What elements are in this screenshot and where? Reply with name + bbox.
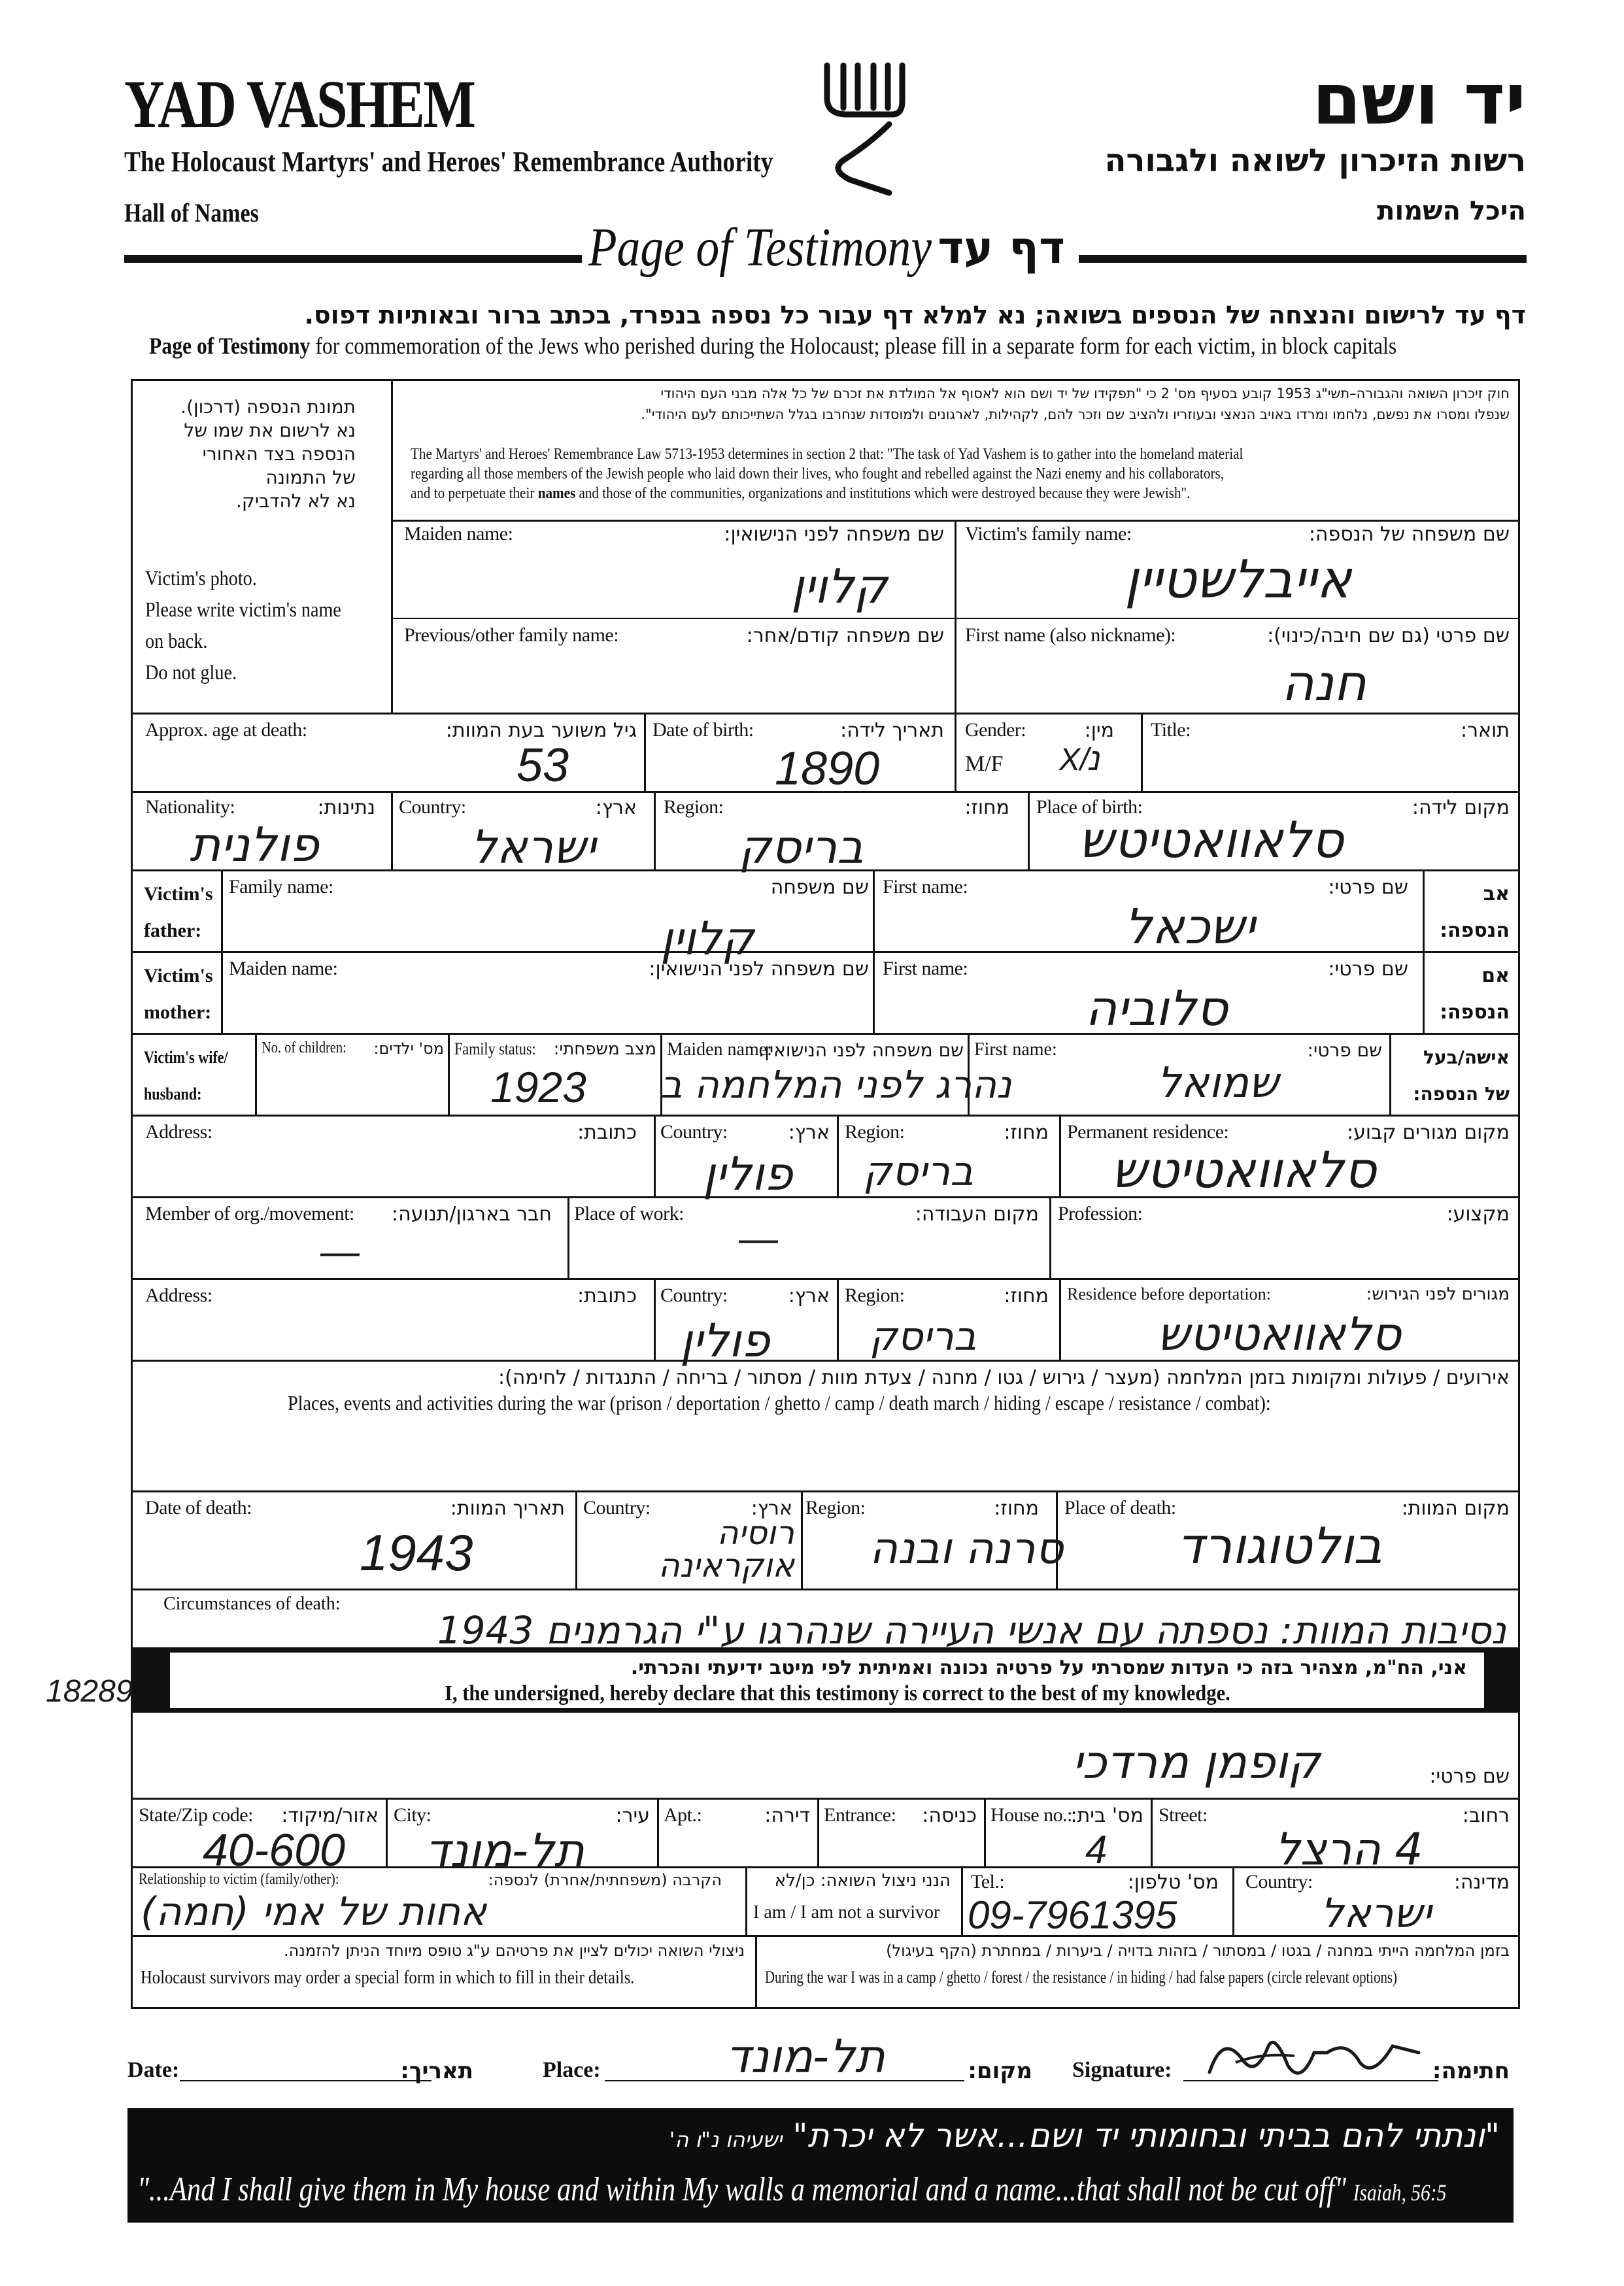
death-region-label-en: Region: (805, 1497, 866, 1519)
mother-fn-label-en: First name: (883, 958, 968, 979)
perm-label-he: מקום מגורים קבוע: (1347, 1121, 1510, 1144)
spouse-label-he: אישה/בעל של הנספה: (1413, 1047, 1510, 1105)
dth-div1 (575, 1490, 577, 1588)
res-region-value[interactable]: בריסק (870, 1314, 977, 1360)
nat-div2 (654, 791, 656, 869)
ent-label-en: Entrance: (824, 1804, 896, 1826)
sub-row3 (131, 1935, 1520, 1937)
law-he-2: שנפלו ומסרו את נפשם, נלחמו ומרדו באויב הנאצי ובעוזריו ולהציב שם וזכר להם, לקהילות, לארגונים ולמוסדות שנחרבו בגלל השתייכותם לעם היהודי". (641, 407, 1510, 422)
prof-label-en: Profession: (1058, 1203, 1143, 1224)
father-fam-label-he: שם משפחה (770, 876, 869, 899)
house-value[interactable]: 4 (1085, 1828, 1108, 1872)
sub-d5 (1151, 1798, 1153, 1866)
res-region-label-he: מחוז: (1004, 1285, 1049, 1307)
rel-label-en: Relationship to victim (family/other): (139, 1871, 339, 1888)
prev-label-en: Previous/other family name: (404, 624, 619, 646)
age-div2 (955, 713, 956, 791)
age-value[interactable]: 53 (516, 739, 569, 792)
footer-he: "ונתתי להם בביתי ובחומותי יד ושם...אשר לא יכרת" ישעיהו נ"ו ה' (669, 2117, 1500, 2155)
declaration-he: אני, הח"מ, מצהיר בזה כי העדות שמסרתי על פרטיה נכונה ואמיתית לפי מיטב ידיעתי והכרתי. (630, 1656, 1467, 1679)
sig-label-en: Signature: (1072, 2058, 1172, 2082)
prof-label-he: מקצוע: (1446, 1203, 1510, 1226)
name-divider (955, 520, 956, 713)
age-div3 (1141, 713, 1143, 791)
father-fn-label-en: First name: (883, 876, 968, 898)
pod-value[interactable]: בולטוגורד (1177, 1517, 1383, 1575)
sub-d3 (817, 1798, 819, 1866)
margin-number: 18289 (46, 1674, 133, 1709)
hall-he: היכל השמות (1377, 196, 1526, 226)
tel-value[interactable]: 09-7961395 (968, 1893, 1177, 1937)
city-label-en: City: (394, 1804, 431, 1826)
city-label-he: עיר: (615, 1804, 650, 1827)
place-value[interactable]: תל-מונד (726, 2030, 885, 2083)
addr-country-value[interactable]: פולין (703, 1147, 793, 1201)
addr-country-label-en: Country: (660, 1121, 728, 1143)
maiden-value[interactable]: קלוין (791, 559, 888, 614)
header-rule-left (124, 255, 582, 263)
apt-label-he: דירה: (764, 1804, 810, 1827)
ctry-label-he: מדינה: (1453, 1871, 1510, 1894)
ad-div2 (837, 1115, 839, 1196)
dod-label-en: Date of death: (145, 1497, 252, 1519)
perm-value[interactable]: סלאוואטיטש (1111, 1141, 1376, 1199)
instructions-he: דף עד לרישום והנצחה של הנספים בשואה; נא למלא דף עבור כל נספה בנפרד, בכתב ברור ובאותיות דפוס. (304, 301, 1526, 329)
row-death-top (131, 1490, 1520, 1492)
title-he: יד ושם (1311, 59, 1526, 141)
zip-label-he: אזור/מיקוד: (281, 1804, 379, 1827)
row-res-top (131, 1278, 1520, 1280)
nat-label-en: Nationality: (145, 796, 235, 818)
tel-label-he: מס' טלפון: (1127, 1871, 1219, 1894)
country-label-en: Country: (399, 796, 466, 818)
spouse-fn-label-he: שם פרטי: (1307, 1039, 1382, 1061)
res-value[interactable]: סלאוואטיטש (1157, 1307, 1401, 1361)
dod-value[interactable]: 1943 (360, 1524, 473, 1581)
prev-label-he: שם משפחה קודם/אחר: (746, 624, 944, 647)
dob-value[interactable]: 1890 (775, 743, 880, 795)
ad-div1 (654, 1115, 656, 1196)
sub-d8 (1232, 1866, 1234, 1935)
zip-value[interactable]: 40-600 (203, 1824, 345, 1875)
row-mother-top (131, 951, 1520, 953)
row-age-top (131, 713, 1520, 714)
events-label-he: אירועים / פעולות ומקומות בזמן המלחמה (מעצר / גירוש / גטו / מחנה / צעדת מוות / מסתור / בריחה / התנגדות / לחימה): (498, 1366, 1510, 1389)
country-label-he: ארץ: (595, 796, 637, 819)
pob-value[interactable]: סלאוואטיטש (1079, 811, 1344, 869)
page-title-en: Page of Testimony (588, 217, 932, 278)
sub-first-value[interactable]: קופמן מרדכי (1072, 1736, 1321, 1789)
photo-en: Victim's photo. Please write victim's name on back. Do not glue. (145, 566, 341, 684)
resbefore-label-en: Residence before deportation: (1067, 1285, 1271, 1303)
work-value[interactable]: — (739, 1217, 778, 1260)
during-en: During the war I was in a camp / ghetto / forest / the resistance / in hiding / had false papers (circle relevant options) (765, 1968, 1397, 1987)
law-en-2: regarding all those members of the Jewish people who laid down their lives, who fought and rebelled against the Nazi enemy and his collaborators, (411, 465, 1224, 482)
maiden-label-en: Maiden name: (404, 523, 513, 545)
death-region-value[interactable]: סרנה ובנה (870, 1523, 1064, 1573)
date-label-en: Date: (127, 2058, 180, 2082)
sub-d6 (745, 1866, 747, 1935)
title-label-en: Title: (1151, 719, 1191, 741)
nat-value[interactable]: פולנית (190, 817, 319, 872)
tel-label-en: Tel.: (971, 1871, 1005, 1892)
family-label-en: Victim's family name: (965, 523, 1132, 545)
place-label-en: Place: (543, 2058, 601, 2082)
ent-label-he: כניסה: (922, 1804, 977, 1827)
place-label-he: מקום: (968, 2058, 1032, 2084)
mem-div1 (567, 1196, 569, 1278)
ctry-label-en: Country: (1245, 1871, 1313, 1892)
region-label-en: Region: (664, 796, 724, 818)
address2-label-he: כתובת: (577, 1285, 637, 1307)
ad-div3 (1059, 1115, 1061, 1196)
authority-en: The Holocaust Martyrs' and Heroes' Remembrance Authority (124, 146, 773, 178)
spouse-maiden-label-en: Maiden name: (667, 1039, 772, 1060)
events-label-en: Places, events and activities during the war (prison / deportation / ghetto / camp / death march / hiding / escape / resistance / combat): (288, 1391, 1271, 1415)
resbefore-label-he: מגורים לפני הגירוש: (1366, 1285, 1510, 1304)
death-country-label-he: ארץ: (751, 1497, 792, 1520)
spouse-note-value[interactable]: נהרג לפני המלחמה ב (660, 1062, 1012, 1107)
frame-left (131, 379, 133, 1798)
title-en: YAD VASHEM (124, 67, 475, 142)
law-en-3: and to perpetuate their names and those of the communities, organizations and institutions which were destroyed because they were Jewish". (411, 485, 1191, 502)
house-label-en: House no.: (990, 1804, 1072, 1826)
region-value[interactable]: בריסק (739, 820, 864, 874)
mother-label-en: Victim's mother: (144, 965, 213, 1023)
dob-label-en: Date of birth: (652, 719, 754, 741)
children-label-en: No. of children: (262, 1039, 347, 1056)
street-label-he: רחוב: (1462, 1804, 1510, 1827)
member-label-en: Member of org./movement: (145, 1203, 354, 1224)
father-fam-label-en: Family name: (229, 876, 333, 898)
yad-vashem-logo (811, 52, 915, 203)
sub-row1 (131, 1798, 1520, 1800)
circ-label-en: Circumstances of death: (163, 1594, 341, 1614)
sub-fn-label-he: שם פרטי: (1429, 1765, 1510, 1788)
res-country-label-en: Country: (660, 1285, 728, 1306)
death-country-value[interactable]: רוסיה אוקראינה (658, 1514, 794, 1585)
sub-right (1518, 1798, 1520, 2007)
region-label-he: מחוז: (964, 796, 1009, 819)
surv-label-en[interactable]: I am / I am not a survivor (753, 1902, 940, 1923)
gender-value[interactable]: X/נ (1059, 743, 1102, 777)
row-address-top (131, 1115, 1520, 1117)
sig-label-he: חתימה: (1432, 2058, 1510, 2084)
street-value[interactable]: 4 הרצל (1275, 1824, 1423, 1875)
res-country-value[interactable]: פולין (680, 1314, 770, 1368)
footer-en: "...And I shall give them in My house and within My walls a memorial and a name...that shall not be cut off" Isaiah, 56:5 (137, 2171, 1447, 2208)
death-country-label-en: Country: (583, 1497, 651, 1519)
address-label-he: כתובת: (577, 1121, 637, 1144)
work-label-en: Place of work: (574, 1203, 684, 1224)
frame-right (1518, 379, 1520, 1798)
addr-region-label-en: Region: (845, 1121, 905, 1143)
circ-value[interactable]: נסיבות המוות: נספתה עם אנשי העיירה שנהרגו ע"י הגרמנים 1943 (437, 1608, 1506, 1653)
children-label-he: מס' ילדים: (373, 1039, 444, 1058)
father-fn-label-he: שם פרטי: (1328, 876, 1408, 899)
row-circ-top (131, 1588, 1520, 1590)
perm-label-en: Permanent residence: (1067, 1121, 1229, 1143)
status-year-value[interactable]: 1923 (490, 1063, 586, 1111)
title-label-he: תואר: (1461, 719, 1510, 742)
death-region-label-he: מחוז: (994, 1497, 1039, 1520)
res-div2 (837, 1278, 839, 1360)
member-label-he: חבר בארגון/תנועה: (392, 1203, 552, 1226)
photo-divider (391, 379, 393, 713)
mem-div2 (1049, 1196, 1051, 1278)
nat-div1 (391, 791, 393, 869)
mother-label-he: אם הנספה: (1440, 964, 1510, 1024)
sub-d4 (984, 1798, 986, 1866)
page-title-he: דף עד (938, 222, 1065, 274)
date-label-he: תאריך: (400, 2058, 473, 2084)
addr-country-label-he: ארץ: (788, 1121, 830, 1144)
apt-label-en: Apt.: (664, 1804, 702, 1826)
frame-top (131, 379, 1520, 381)
dob-label-he: תאריך לידה: (840, 719, 944, 742)
pob-label-he: מקום לידה: (1412, 796, 1510, 819)
sub-d9 (755, 1935, 757, 2007)
father-label-en: Victim's father: (144, 883, 213, 941)
mother-fn-label-he: שם פרטי: (1328, 958, 1408, 981)
nat-label-he: נתינות: (317, 796, 375, 819)
gender-options[interactable]: M/F (965, 752, 1004, 776)
status-label-en: Family status: (454, 1039, 536, 1058)
sp-div2 (448, 1033, 450, 1115)
sp-div1 (255, 1033, 257, 1115)
mother-first-value[interactable]: סלוביה (1085, 981, 1228, 1037)
relation-value[interactable]: אחות של אמי (חמה) (141, 1889, 487, 1935)
spouse-maiden-label-he: שם משפחה לפני הנישואין: (758, 1039, 964, 1061)
member-value[interactable]: — (320, 1230, 360, 1273)
sub-left (131, 1798, 133, 2007)
signature-scribble (1196, 2026, 1438, 2092)
res-region-label-en: Region: (845, 1285, 905, 1306)
country-value[interactable]: ישראל (1321, 1889, 1432, 1937)
spouse-fn-label-en: First name: (974, 1039, 1057, 1060)
family-value[interactable]: אייבלשטיין (1125, 549, 1352, 610)
country-value[interactable]: ישראל (471, 820, 596, 874)
sub-row4 (131, 2007, 1520, 2009)
note-he: ניצולי השואה יכולים לציין את פרטיהם ע"ג טופס מיוחד הניתן להזמנה. (284, 1941, 745, 1960)
mother-maiden-label-he: שם משפחה לפני הנישואין: (649, 958, 869, 981)
pod-label-en: Place of death: (1064, 1497, 1176, 1519)
nat-div3 (1028, 791, 1030, 869)
rel-label-he: הקרבה (משפחתית/אחרת) לנספה: (488, 1871, 722, 1889)
address2-label-en: Address: (145, 1285, 212, 1306)
father-label-he: אב הנספה: (1440, 882, 1510, 942)
res-div1 (654, 1278, 656, 1360)
work-label-he: מקום העבודה: (915, 1203, 1039, 1226)
law-en-1: The Martyrs' and Heroes' Remembrance Law 5713-1953 determines in section 2 that: "The task of Yad Vashem is to gather into the homeland material (411, 446, 1243, 463)
instructions-en: Page of Testimony for commemoration of the Jews who perished during the Holocaust; please fill in a separate form for each victim, in block capitals (149, 333, 1397, 359)
house-label-he: מס' בית: (1070, 1804, 1143, 1827)
family-label-he: שם משפחה של הנספה: (1308, 523, 1510, 546)
gender-label-en: Gender: (965, 719, 1026, 741)
res-country-label-he: ארץ: (788, 1285, 830, 1307)
photo-he: תמונת הנספה (דרכון). נא לרשום את שמו של הנספה בצד האחורי של התמונה נא לא להדביק. (180, 396, 356, 512)
mother-maiden-label-en: Maiden name: (229, 958, 338, 979)
spouse-first-value[interactable]: שמואל (1157, 1059, 1279, 1107)
father-first-value[interactable]: ישכאל (1125, 899, 1255, 955)
gender-label-he: מין: (1084, 719, 1114, 742)
dth-div2 (801, 1490, 803, 1588)
first-value[interactable]: חנה (1281, 654, 1366, 712)
row-spouse-top (131, 1033, 1520, 1035)
hall-en: Hall of Names (124, 198, 259, 227)
name-row-divider (391, 618, 1520, 619)
age-label-en: Approx. age at death: (145, 719, 307, 741)
first-label-he: שם פרטי (גם שם חיבה/כינוי): (1267, 624, 1510, 647)
declaration-en: I, the undersigned, hereby declare that this testimony is correct to the best of my knowledge. (445, 1681, 1230, 1706)
dod-label-he: תאריך המוות: (450, 1497, 565, 1520)
sub-d7 (961, 1866, 963, 1935)
res-div3 (1059, 1278, 1061, 1360)
sub-d2 (657, 1798, 659, 1866)
authority-he: רשות הזיכרון לשואה ולגבורה (1104, 143, 1526, 179)
pod-label-he: מקום המוות: (1401, 1497, 1510, 1520)
address-label-en: Address: (145, 1121, 212, 1143)
sp-div5 (1389, 1033, 1391, 1115)
addr-region-value[interactable]: בריסק (863, 1147, 973, 1195)
first-label-en: First name (also nickname): (965, 624, 1176, 646)
zip-label-en: State/Zip code: (139, 1804, 253, 1826)
spouse-label-en: Victim's wife/ husband: (144, 1048, 228, 1103)
age-label-he: גיל משוער בעת המוות: (445, 719, 637, 742)
date-line (180, 2080, 431, 2081)
status-label-he: מצב משפחתי: (553, 1039, 656, 1059)
father-family-value[interactable]: קלוין (660, 912, 754, 966)
city-value[interactable]: תל-מונד (425, 1824, 584, 1877)
surv-label-he: הנני ניצול השואה: כן/לא (774, 1871, 951, 1891)
addr-region-label-he: מחוז: (1004, 1121, 1049, 1144)
pob-label-en: Place of birth: (1036, 796, 1143, 818)
note-en: Holocaust survivors may order a special form in which to fill in their details. (141, 1968, 635, 1988)
age-div1 (644, 713, 646, 791)
sub-d1 (386, 1798, 388, 1866)
during-he: בזמן המלחמה הייתי במחנה / בגטו / במסתור / בזהות בדויה / ביערות / במחתרת (הקף בעיגול) (886, 1941, 1510, 1960)
maiden-label-he: שם משפחה לפני הנישואין: (724, 523, 944, 546)
street-label-en: Street: (1159, 1804, 1208, 1826)
header-rule-right (1079, 255, 1527, 263)
law-he-1: חוק זיכרון השואה והגבורה–תשי"ג 1953 קובע בסעיף מס' 2 כי "תפקידו של יד ושם הוא לאסוף אל המולדת את זכרם של כל אלה מבני העם היהודי (660, 386, 1510, 401)
